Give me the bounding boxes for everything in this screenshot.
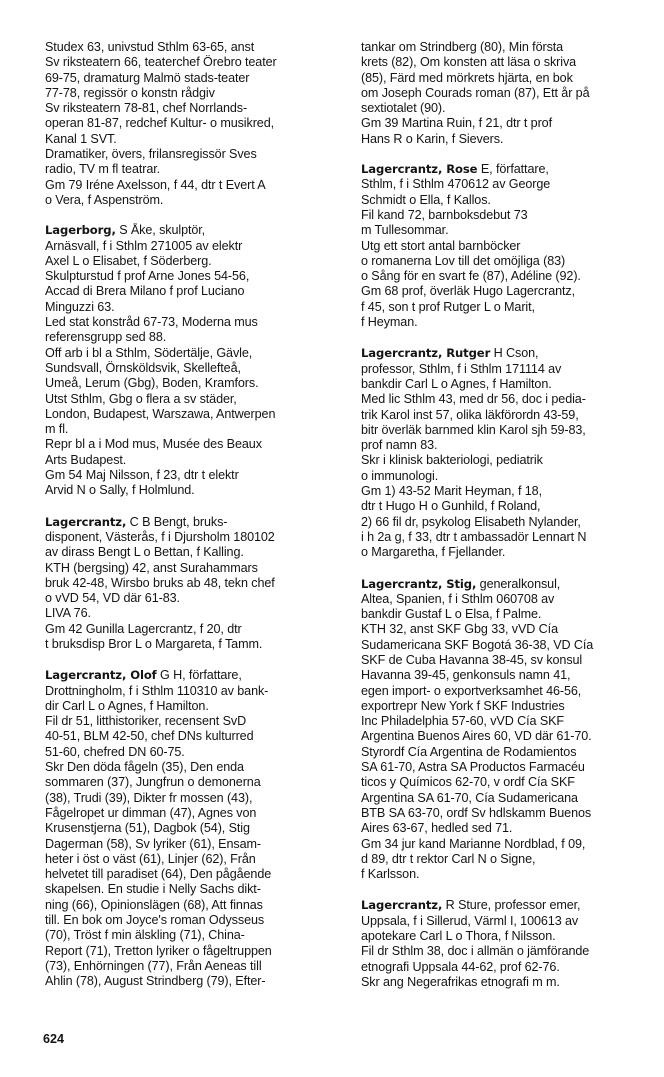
entry-line-text: trik Karol inst 57, olika läkförordn 43-59, <box>361 407 579 422</box>
biography-entry <box>361 162 661 330</box>
entry-line-text: SA 61-70, Astra SA Productos Farmacéu <box>361 760 585 775</box>
entry-line-text: Gm 39 Martina Ruin, f 21, dtr t prof <box>361 116 552 131</box>
entry-line-text: LIVA 76. <box>45 606 91 621</box>
entry-line <box>361 101 661 116</box>
entry-line-text: o Vera, f Aspenström. <box>45 192 164 207</box>
entry-line <box>361 346 661 361</box>
entry-line-text: E, författare, <box>480 162 549 177</box>
entry-line <box>361 239 661 254</box>
entry-line-text: sommaren (37), Jungfrun o demonerna <box>45 775 261 790</box>
entry-line <box>45 745 343 760</box>
entry-line-text: bruk 42-48, Wirsbo bruks ab 48, tekn chef <box>45 575 275 590</box>
entry-line <box>45 898 343 913</box>
entry-line-text: f Heyman. <box>361 315 418 330</box>
entry-line-text: f Karlsson. <box>361 867 420 882</box>
entry-line-text: prof namn 83. <box>361 438 438 453</box>
entry-line-text: Altea, Spanien, f i Sthlm 060708 av <box>361 591 555 606</box>
entry-line <box>45 821 343 836</box>
entry-line-text: (38), Trudi (39), Dikter fr mossen (43), <box>45 790 253 805</box>
entry-line <box>45 561 343 576</box>
entry-line <box>45 193 343 208</box>
entry-line <box>361 71 661 86</box>
entry-headword: Lagercrantz, Olof <box>45 668 157 683</box>
entry-line <box>45 315 343 330</box>
entry-line-text: etnografi Uppsala 44-62, prof 62-76. <box>361 959 560 974</box>
entry-line <box>361 55 661 70</box>
entry-line <box>45 530 343 545</box>
entry-line <box>361 86 661 101</box>
entry-line <box>361 438 661 453</box>
entry-line-text: av dirass Bengt L o Bettan, f Kalling. <box>45 545 244 560</box>
entry-line <box>361 837 661 852</box>
entry-headword: Lagercrantz, <box>45 514 127 529</box>
biography-entry <box>361 346 661 560</box>
entry-line <box>361 193 661 208</box>
entry-line <box>45 684 343 699</box>
entry-line-text: London, Budapest, Warszawa, Antwerpen <box>45 406 276 421</box>
entry-line <box>45 300 343 315</box>
entry-line-text: Ahlin (78), August Strindberg (79), Efter- <box>45 974 266 989</box>
entry-line <box>45 330 343 345</box>
entry-line-text: Arts Budapest. <box>45 452 127 467</box>
entry-line <box>361 592 661 607</box>
entry-line-text: Gm 34 jur kand Marianne Nordblad, f 09, <box>361 836 586 851</box>
entry-line-text: apotekare Carl L o Thora, f Nilsson. <box>361 929 556 944</box>
entry-line-text: Arvid N o Sally, f Holmlund. <box>45 483 195 498</box>
entry-line-text: tankar om Strindberg (80), Min första <box>361 40 564 54</box>
entry-line-text: o Sång för en svart fe (87), Adéline (92). <box>361 269 581 284</box>
entry-line <box>361 162 661 177</box>
biography-entry <box>361 898 661 990</box>
entry-headword: Lagerborg, <box>45 223 116 238</box>
biography-entry <box>45 515 343 653</box>
entry-line-text: Skr Den döda fågeln (35), Den enda <box>45 760 244 775</box>
entry-line <box>45 223 343 238</box>
entry-line-text: o romanerna Lov till det omöjliga (83) <box>361 253 566 268</box>
entry-line <box>45 346 343 361</box>
entry-line <box>45 453 343 468</box>
biography-entry <box>45 668 343 989</box>
entry-line <box>361 377 661 392</box>
entry-line <box>45 806 343 821</box>
entry-line-text: Styrordf Cía Argentina de Rodamientos <box>361 744 577 759</box>
entry-line <box>361 760 661 775</box>
entry-line <box>361 132 661 147</box>
entry-line <box>361 362 661 377</box>
entry-line <box>361 898 661 913</box>
entry-line-text: (73), Enhörningen (77), Från Aeneas till <box>45 958 262 973</box>
entry-line <box>45 867 343 882</box>
entry-line <box>45 71 343 86</box>
entry-line <box>45 376 343 391</box>
entry-line-text: 69-75, dramaturg Malmö stads-teater <box>45 70 250 85</box>
entry-line <box>361 699 661 714</box>
entry-line <box>361 914 661 929</box>
entry-line-text: 40-51, BLM 42-50, chef DNs kulturred <box>45 729 254 744</box>
entry-line <box>361 423 661 438</box>
entry-line <box>45 101 343 116</box>
entry-line <box>45 668 343 683</box>
entry-line-text: o immunologi. <box>361 468 439 483</box>
entry-line <box>361 300 661 315</box>
entry-line <box>45 944 343 959</box>
entry-line <box>45 974 343 989</box>
entry-headword: Lagercrantz, <box>361 898 443 913</box>
entry-line-text: Argentina SA 61-70, Cía Sudamericana <box>361 790 578 805</box>
entry-line-text: H Cson, <box>493 346 539 361</box>
entry-line <box>45 483 343 498</box>
entry-line <box>45 637 343 652</box>
entry-line-text: Gm 1) 43-52 Marit Heyman, f 18, <box>361 484 542 499</box>
entry-line <box>45 928 343 943</box>
entry-line <box>361 453 661 468</box>
entry-line-text: KTH 32, anst SKF Gbg 33, vVD Cía <box>361 622 558 637</box>
entry-line <box>45 791 343 806</box>
entry-line-text: Gm 79 Iréne Axelsson, f 44, dtr t Evert A <box>45 177 266 192</box>
entry-line-text: Sthlm, f i Sthlm 470612 av George <box>361 177 551 192</box>
entry-line-text: Inc Philadelphia 57-60, vVD Cía SKF <box>361 714 565 729</box>
entry-line <box>45 729 343 744</box>
entry-line <box>45 959 343 974</box>
entry-line-text: Fil dr 51, litthistoriker, recensent SvD <box>45 714 247 729</box>
entry-line-text: Axel L o Elisabet, f Söderberg. <box>45 253 212 268</box>
entry-line-text: Utg ett stort antal barnböcker <box>361 238 521 253</box>
entry-line-text: Sundsvall, Örnsköldsvik, Skellefteå, <box>45 360 241 375</box>
entry-line-text: i h 2a g, f 33, dtr t ambassadör Lennart N <box>361 529 587 544</box>
entry-line-text: professor, Sthlm, f i Sthlm 171114 av <box>361 361 562 376</box>
entry-line-text: SKF de Cuba Havanna 38-45, sv konsul <box>361 652 583 667</box>
entry-line-text: Sv riksteatern 66, teaterchef Örebro teater <box>45 55 277 70</box>
entry-continuation <box>45 40 343 208</box>
entry-line-text: Report (71), Tretton lyriker o fågeltruppen <box>45 943 272 958</box>
entry-line-text: Gm 42 Gunilla Lagercrantz, f 20, dtr <box>45 621 242 636</box>
entry-line-text: operan 81-87, redchef Kultur- o musikred, <box>45 116 275 131</box>
entry-line-text: Argentina Buenos Aires 60, VD där 61-70. <box>361 729 592 744</box>
right-column <box>361 40 661 1006</box>
entry-line-text: Fil kand 72, barnboksdebut 73 <box>361 207 528 222</box>
entry-line-text: generalkonsul, <box>479 576 561 591</box>
entry-line-text: o vVD 54, VD där 61-83. <box>45 591 180 606</box>
entry-line-text: Minguzzi 63. <box>45 299 115 314</box>
entry-line-text: Repr bl a i Mod mus, Musée des Beaux <box>45 437 262 452</box>
entry-headword: Lagercrantz, Stig, <box>361 576 477 591</box>
entry-line <box>361 821 661 836</box>
entry-line <box>361 944 661 959</box>
entry-line-text: bitr överläk barnmed klin Karol sjh 59-83, <box>361 422 586 437</box>
entry-line <box>45 162 343 177</box>
entry-line-text: Dagerman (58), Sv lyriker (61), Ensam- <box>45 836 261 851</box>
entry-line <box>361 607 661 622</box>
entry-line <box>45 837 343 852</box>
entry-line <box>361 714 661 729</box>
entry-line <box>361 791 661 806</box>
entry-line-text: Off arb i bl a Sthlm, Södertälje, Gävle, <box>45 345 253 360</box>
entry-line <box>361 484 661 499</box>
entry-line-text: t bruksdisp Bror L o Margareta, f Tamm. <box>45 636 263 651</box>
biography-entry <box>45 223 343 498</box>
entry-line <box>45 775 343 790</box>
entry-line-text: Fil dr Sthlm 38, doc i allmän o jämförande <box>361 944 590 959</box>
entry-line-text: R Sture, professor emer, <box>445 898 581 913</box>
entry-line <box>45 591 343 606</box>
entry-line <box>361 469 661 484</box>
entry-line-text: G H, författare, <box>160 668 242 683</box>
entry-line-text: Hans R o Karin, f Sievers. <box>361 131 504 146</box>
entry-line-text: f 45, son t prof Rutger L o Marit, <box>361 299 535 314</box>
entry-line <box>361 116 661 131</box>
entry-line <box>45 714 343 729</box>
entry-line <box>361 929 661 944</box>
entry-line-text: Gm 54 Maj Nilsson, f 23, dtr t elektr <box>45 468 239 483</box>
entry-line <box>361 852 661 867</box>
entry-line-text: krets (82), Om konsten att läsa o skriva <box>361 55 577 70</box>
entry-line-text: om Joseph Courads roman (87), Ett år på <box>361 85 590 100</box>
entry-line <box>45 407 343 422</box>
entry-line <box>45 760 343 775</box>
entry-line <box>45 40 343 55</box>
entry-line <box>361 392 661 407</box>
entry-line <box>45 116 343 131</box>
entry-line-text: Havanna 39-45, genkonsuls namn 41, <box>361 668 571 683</box>
entry-line-text: Kanal 1 SVT. <box>45 131 117 146</box>
entry-line <box>361 775 661 790</box>
left-column <box>45 40 343 1006</box>
entry-line <box>361 315 661 330</box>
entry-headword: Lagercrantz, Rutger <box>361 346 491 361</box>
entry-line-text: ticos y Químicos 62-70, v ordf Cía SKF <box>361 775 575 790</box>
entry-line-text: skapelsen. En studie i Nelly Sachs dikt- <box>45 882 261 897</box>
entry-line <box>361 960 661 975</box>
page-number: 624 <box>43 1032 65 1046</box>
entry-line <box>45 437 343 452</box>
biography-entry <box>361 577 661 883</box>
entry-line <box>361 408 661 423</box>
entry-line-text: BTB SA 63-70, ordf Sv hdlskamm Buenos <box>361 805 592 820</box>
entry-line <box>45 576 343 591</box>
entry-line <box>361 223 661 238</box>
entry-line-text: helvetet till paradiset (64), Den pågående <box>45 867 272 882</box>
entry-line <box>45 361 343 376</box>
entry-line <box>361 254 661 269</box>
entry-line-text: Sv riksteatern 78-81, chef Norrlands- <box>45 101 248 116</box>
entry-line-text: S Åke, skulptör, <box>119 223 206 238</box>
entry-line-text: Skr ang Negerafrikas etnografi m m. <box>361 974 560 989</box>
entry-line-text: Med lic Sthlm 43, med dr 56, doc i pedia- <box>361 392 586 407</box>
entry-headword: Lagercrantz, Rose <box>361 162 478 177</box>
entry-line <box>361 806 661 821</box>
entry-line-text: KTH (bergsing) 42, anst Surahammars <box>45 560 258 575</box>
entry-line-text: Utst Sthlm, Gbg o flera a sv städer, <box>45 391 237 406</box>
entry-line <box>45 913 343 928</box>
entry-line-text: exportrepr New York f SKF Industries <box>361 698 565 713</box>
entry-line-text: heter i öst o väst (61), Linjer (62), Från <box>45 851 256 866</box>
entry-line-text: 2) 66 fil dr, psykolog Elisabeth Nylander, <box>361 514 581 529</box>
entry-continuation <box>361 40 661 147</box>
entry-line <box>45 132 343 147</box>
entry-line <box>361 499 661 514</box>
entry-line <box>361 975 661 990</box>
entry-line <box>45 606 343 621</box>
entry-line <box>45 178 343 193</box>
entry-line <box>361 530 661 545</box>
entry-line-text: dir Carl L o Agnes, f Hamilton. <box>45 698 209 713</box>
entry-line-text: Uppsala, f i Sillerud, Värml I, 100613 av <box>361 913 579 928</box>
entry-line-text: egen import- o exportverksamhet 46-56, <box>361 683 582 698</box>
entry-line-text: (85), Färd med mörkrets hjärta, en bok <box>361 70 573 85</box>
entry-line <box>361 668 661 683</box>
entry-line-text: m fl. <box>45 422 69 437</box>
entry-line <box>45 622 343 637</box>
entry-line <box>361 208 661 223</box>
entry-line-text: Sudamericana SKF Bogotá 36-38, VD Cía <box>361 637 594 652</box>
entry-line <box>361 622 661 637</box>
entry-line <box>45 852 343 867</box>
entry-line-text: till. En bok om Joyce's roman Odysseus <box>45 913 265 928</box>
entry-line <box>45 515 343 530</box>
entry-line <box>45 254 343 269</box>
entry-line <box>361 269 661 284</box>
entry-line-text: Drottningholm, f i Sthlm 110310 av bank- <box>45 683 269 698</box>
entry-line-text: Skulpturstud f prof Arne Jones 54-56, <box>45 269 250 284</box>
entry-line <box>361 638 661 653</box>
entry-line-text: Umeå, Lerum (Gbg), Boden, Kramfors. <box>45 376 259 391</box>
entry-line <box>361 515 661 530</box>
entry-line-text: Skr i klinisk bakteriologi, pediatrik <box>361 453 543 468</box>
entry-line-text: bankdir Gustaf L o Elsa, f Palme. <box>361 607 542 622</box>
entry-line-text: m Tullesommar. <box>361 223 449 238</box>
entry-line <box>45 422 343 437</box>
entry-line <box>361 729 661 744</box>
entry-line-text: Krusenstjerna (51), Dagbok (54), Stig <box>45 821 250 836</box>
entry-line <box>45 468 343 483</box>
entry-line-text: radio, TV m fl teatrar. <box>45 162 161 177</box>
entry-line <box>45 882 343 897</box>
entry-line <box>45 284 343 299</box>
entry-line-text: o Margaretha, f Fjellander. <box>361 545 506 560</box>
entry-line <box>361 177 661 192</box>
entry-line <box>361 653 661 668</box>
entry-line-text: Gm 68 prof, överläk Hugo Lagercrantz, <box>361 284 575 299</box>
entry-line-text: sextiotalet (90). <box>361 101 446 116</box>
entry-line <box>45 545 343 560</box>
entry-line-text: Aires 63-67, hedled sed 71. <box>361 821 513 836</box>
entry-line <box>45 699 343 714</box>
entry-line <box>361 40 661 55</box>
entry-line-text: (70), Tröst f min älskling (71), China- <box>45 928 245 943</box>
entry-line-text: Accad di Brera Milano f prof Luciano <box>45 284 245 299</box>
entry-line <box>361 545 661 560</box>
entry-line <box>361 745 661 760</box>
entry-line-text: disponent, Västerås, f i Djursholm 180102 <box>45 529 275 544</box>
entry-line <box>361 867 661 882</box>
entry-line <box>361 577 661 592</box>
entry-line-text: Studex 63, univstud Sthlm 63-65, anst <box>45 40 255 54</box>
entry-line <box>45 55 343 70</box>
entry-line <box>45 269 343 284</box>
entry-line-text: ning (66), Opinionslägen (68), Att finnas <box>45 897 263 912</box>
entry-line <box>45 392 343 407</box>
entry-line-text: 77-78, regissör o konstn rådgiv <box>45 85 215 100</box>
entry-line-text: dtr t Hugo H o Gunhild, f Roland, <box>361 499 541 514</box>
entry-line-text: Arnäsvall, f i Sthlm 271005 av elektr <box>45 238 243 253</box>
entry-line-text: Led stat konstråd 67-73, Moderna mus <box>45 315 258 330</box>
entry-line <box>45 239 343 254</box>
entry-line-text: Dramatiker, övers, frilansregissör Sves <box>45 147 257 162</box>
entry-line-text: 51-60, chefred DN 60-75. <box>45 744 185 759</box>
entry-line-text: C B Bengt, bruks- <box>129 514 228 529</box>
entry-line <box>361 284 661 299</box>
entry-line-text: referensgrupp sed 88. <box>45 330 167 345</box>
entry-line <box>45 147 343 162</box>
entry-line <box>45 86 343 101</box>
entry-line <box>361 684 661 699</box>
entry-line-text: Schmidt o Ella, f Kallos. <box>361 192 491 207</box>
entry-line-text: bankdir Carl L o Agnes, f Hamilton. <box>361 376 552 391</box>
entry-line-text: d 89, dtr t rektor Carl N o Signe, <box>361 851 536 866</box>
entry-line-text: Fågelropet ur dimman (47), Agnes von <box>45 805 257 820</box>
